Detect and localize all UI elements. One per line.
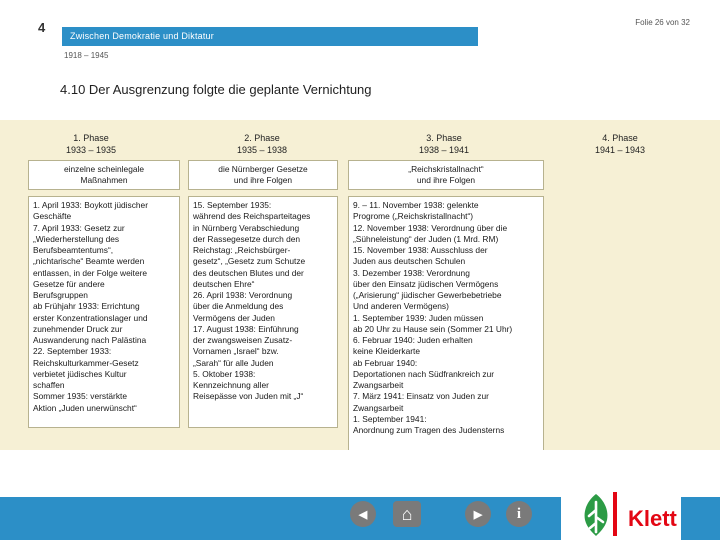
event-line: 1. September 1941: <box>353 413 427 424</box>
event-line: 6. Februar 1940: Juden erhalten <box>353 335 473 345</box>
event-line: Zwangsarbeit <box>353 380 404 390</box>
phase-heading: und ihre Folgen <box>416 175 476 186</box>
event-line: 5. Oktober 1938: <box>193 368 256 379</box>
slide-number: 4 <box>38 20 46 35</box>
info-icon: i <box>516 505 522 522</box>
event-line: „Sühneleistung“ der Juden (1 Mrd. RM) <box>353 233 499 244</box>
period-label: 1918 – 1945 <box>64 51 109 60</box>
event-line: Reichstag: „Reichsbürger- <box>193 245 291 255</box>
event-line: keine Kleiderkarte <box>353 346 421 357</box>
event-line: erster Konzentrationslager und <box>33 312 148 323</box>
phase-name: 3. Phase <box>426 133 462 143</box>
event-line: der zwangsweisen Zusatz- <box>193 335 293 345</box>
phase-label <box>30 132 152 156</box>
event-line: 22. September 1933: <box>33 346 112 357</box>
event-line: Geschäfte <box>33 211 72 222</box>
event-line: Progrome („Reichskristallnacht“) <box>353 211 474 222</box>
event-line: 15. September 1935: <box>193 200 272 210</box>
event-line: verbietet jüdisches Kultur <box>33 368 127 379</box>
phase-years: 1935 – 1938 <box>236 145 288 155</box>
event-line: Auswanderung nach Palästina <box>33 335 147 345</box>
forward-button[interactable] <box>465 501 491 527</box>
event-line: 17. August 1938: Einführung <box>193 323 299 334</box>
event-line: des deutschen Blutes und der <box>193 267 304 278</box>
event-line: zunehmender Druck zur <box>33 323 123 334</box>
event-line: Anordnung zum Tragen des Judensterns <box>353 425 505 435</box>
klett-emblem-icon <box>571 490 621 538</box>
chapter-title: Zwischen Demokratie und Diktatur <box>70 31 214 41</box>
phase-heading: und ihre Folgen <box>233 175 293 186</box>
event-line: Berufsbeamtentums“, <box>33 245 114 255</box>
event-line: „Wiederherstellung des <box>33 233 120 244</box>
phase-label <box>384 132 504 156</box>
klett-wordmark: Klett <box>628 506 677 531</box>
event-line: „nichtarische“ Beamte werden <box>33 256 145 267</box>
phase-heading-box <box>28 160 180 190</box>
forward-icon: ▶ <box>473 508 483 521</box>
event-line: Vermögens der Juden <box>193 312 275 323</box>
event-line: Zwangsarbeit <box>353 402 404 413</box>
phase-heading: Maßnahmen <box>80 175 128 186</box>
event-line: Deportationen nach Südfrankreich zur <box>353 368 495 379</box>
phase-events-box <box>188 196 338 428</box>
chapter-bar <box>62 27 478 46</box>
phase-years: 1933 – 1935 <box>65 145 117 155</box>
content-area <box>0 120 720 450</box>
back-icon: ◀ <box>358 508 368 521</box>
event-line: („Arisierung“ jüdischer Gewerbebetriebe <box>353 290 502 300</box>
phase-events-box <box>348 196 544 454</box>
phase-events-box <box>28 196 180 428</box>
back-button[interactable] <box>350 501 376 527</box>
event-line: 7. April 1933: Gesetz zur <box>33 222 125 233</box>
phase-heading-box <box>188 160 338 190</box>
event-line: ab 20 Uhr zu Hause sein (Sommer 21 Uhr) <box>353 323 513 334</box>
event-line: „Sarah“ für alle Juden <box>193 357 274 368</box>
phase-years: 1941 – 1943 <box>594 145 646 155</box>
phase-years: 1938 – 1941 <box>418 145 470 155</box>
event-line: 1. April 1933: Boykott jüdischer <box>33 200 148 210</box>
event-line: der Rassegesetze durch den <box>193 233 301 244</box>
event-line: Sommer 1935: verstärkte <box>33 391 128 402</box>
event-line: 12. November 1938: Verordnung über die <box>353 222 508 233</box>
event-line: Vornamen „Israel“ bzw. <box>193 346 279 357</box>
phase-heading-box <box>348 160 544 190</box>
phase-label <box>570 132 670 156</box>
event-line: Berufsgruppen <box>33 290 88 300</box>
phase-heading: „Reichskristallnacht“ <box>408 164 484 174</box>
info-button[interactable] <box>506 501 532 527</box>
event-line: während des Reichsparteitages <box>193 211 311 222</box>
event-line: ab Februar 1940: <box>353 357 418 368</box>
event-line: über die Anmeldung des <box>193 301 284 312</box>
event-line: entlassen, in der Folge weitere <box>33 267 148 278</box>
event-line: 15. November 1938: Ausschluss der <box>353 245 488 255</box>
event-line: 7. März 1941: Einsatz von Juden zur <box>353 391 489 402</box>
event-line: Reisepässe von Juden mit „J“ <box>193 391 304 402</box>
phase-heading: die Nürnberger Gesetze <box>218 164 308 174</box>
page-title: 4.10 Der Ausgrenzung folgte die geplante Vernichtung <box>60 82 372 97</box>
event-line: 26. April 1938: Verordnung <box>193 290 293 300</box>
event-line: ab Frühjahr 1933: Errichtung <box>33 301 140 312</box>
event-line: deutschen Ehre“ <box>193 278 255 289</box>
event-line: Kennzeichnung aller <box>193 380 269 390</box>
event-line: Juden aus deutschen Schulen <box>353 256 466 267</box>
home-icon: ⌂ <box>401 503 413 524</box>
phase-name: 2. Phase <box>244 133 280 143</box>
event-line: Gesetze für andere <box>33 278 105 289</box>
event-line: Reichskulturkammer-Gesetz <box>33 357 139 368</box>
phase-label <box>198 132 326 156</box>
event-line: 9. – 11. November 1938: gelenkte <box>353 200 479 210</box>
event-line: über den Einsatz jüdischen Vermögens <box>353 278 499 289</box>
event-line: schaffen <box>33 380 65 390</box>
phase-heading: einzelne scheinlegale <box>63 164 145 174</box>
event-line: Und anderen Vermögens) <box>353 301 449 312</box>
event-line: 3. Dezember 1938: Verordnung <box>353 267 470 278</box>
event-line: in Nürnberg Verabschiedung <box>193 222 300 233</box>
event-line: gesetz“, „Gesetz zum Schutze <box>193 256 306 267</box>
event-line: 1. September 1939: Juden müssen <box>353 312 484 323</box>
home-button[interactable] <box>393 501 421 527</box>
slide-counter: Folie 26 von 32 <box>635 18 690 27</box>
phase-name: 1. Phase <box>73 133 109 143</box>
event-line: Aktion „Juden unerwünscht“ <box>33 402 137 413</box>
phase-name: 4. Phase <box>602 133 638 143</box>
